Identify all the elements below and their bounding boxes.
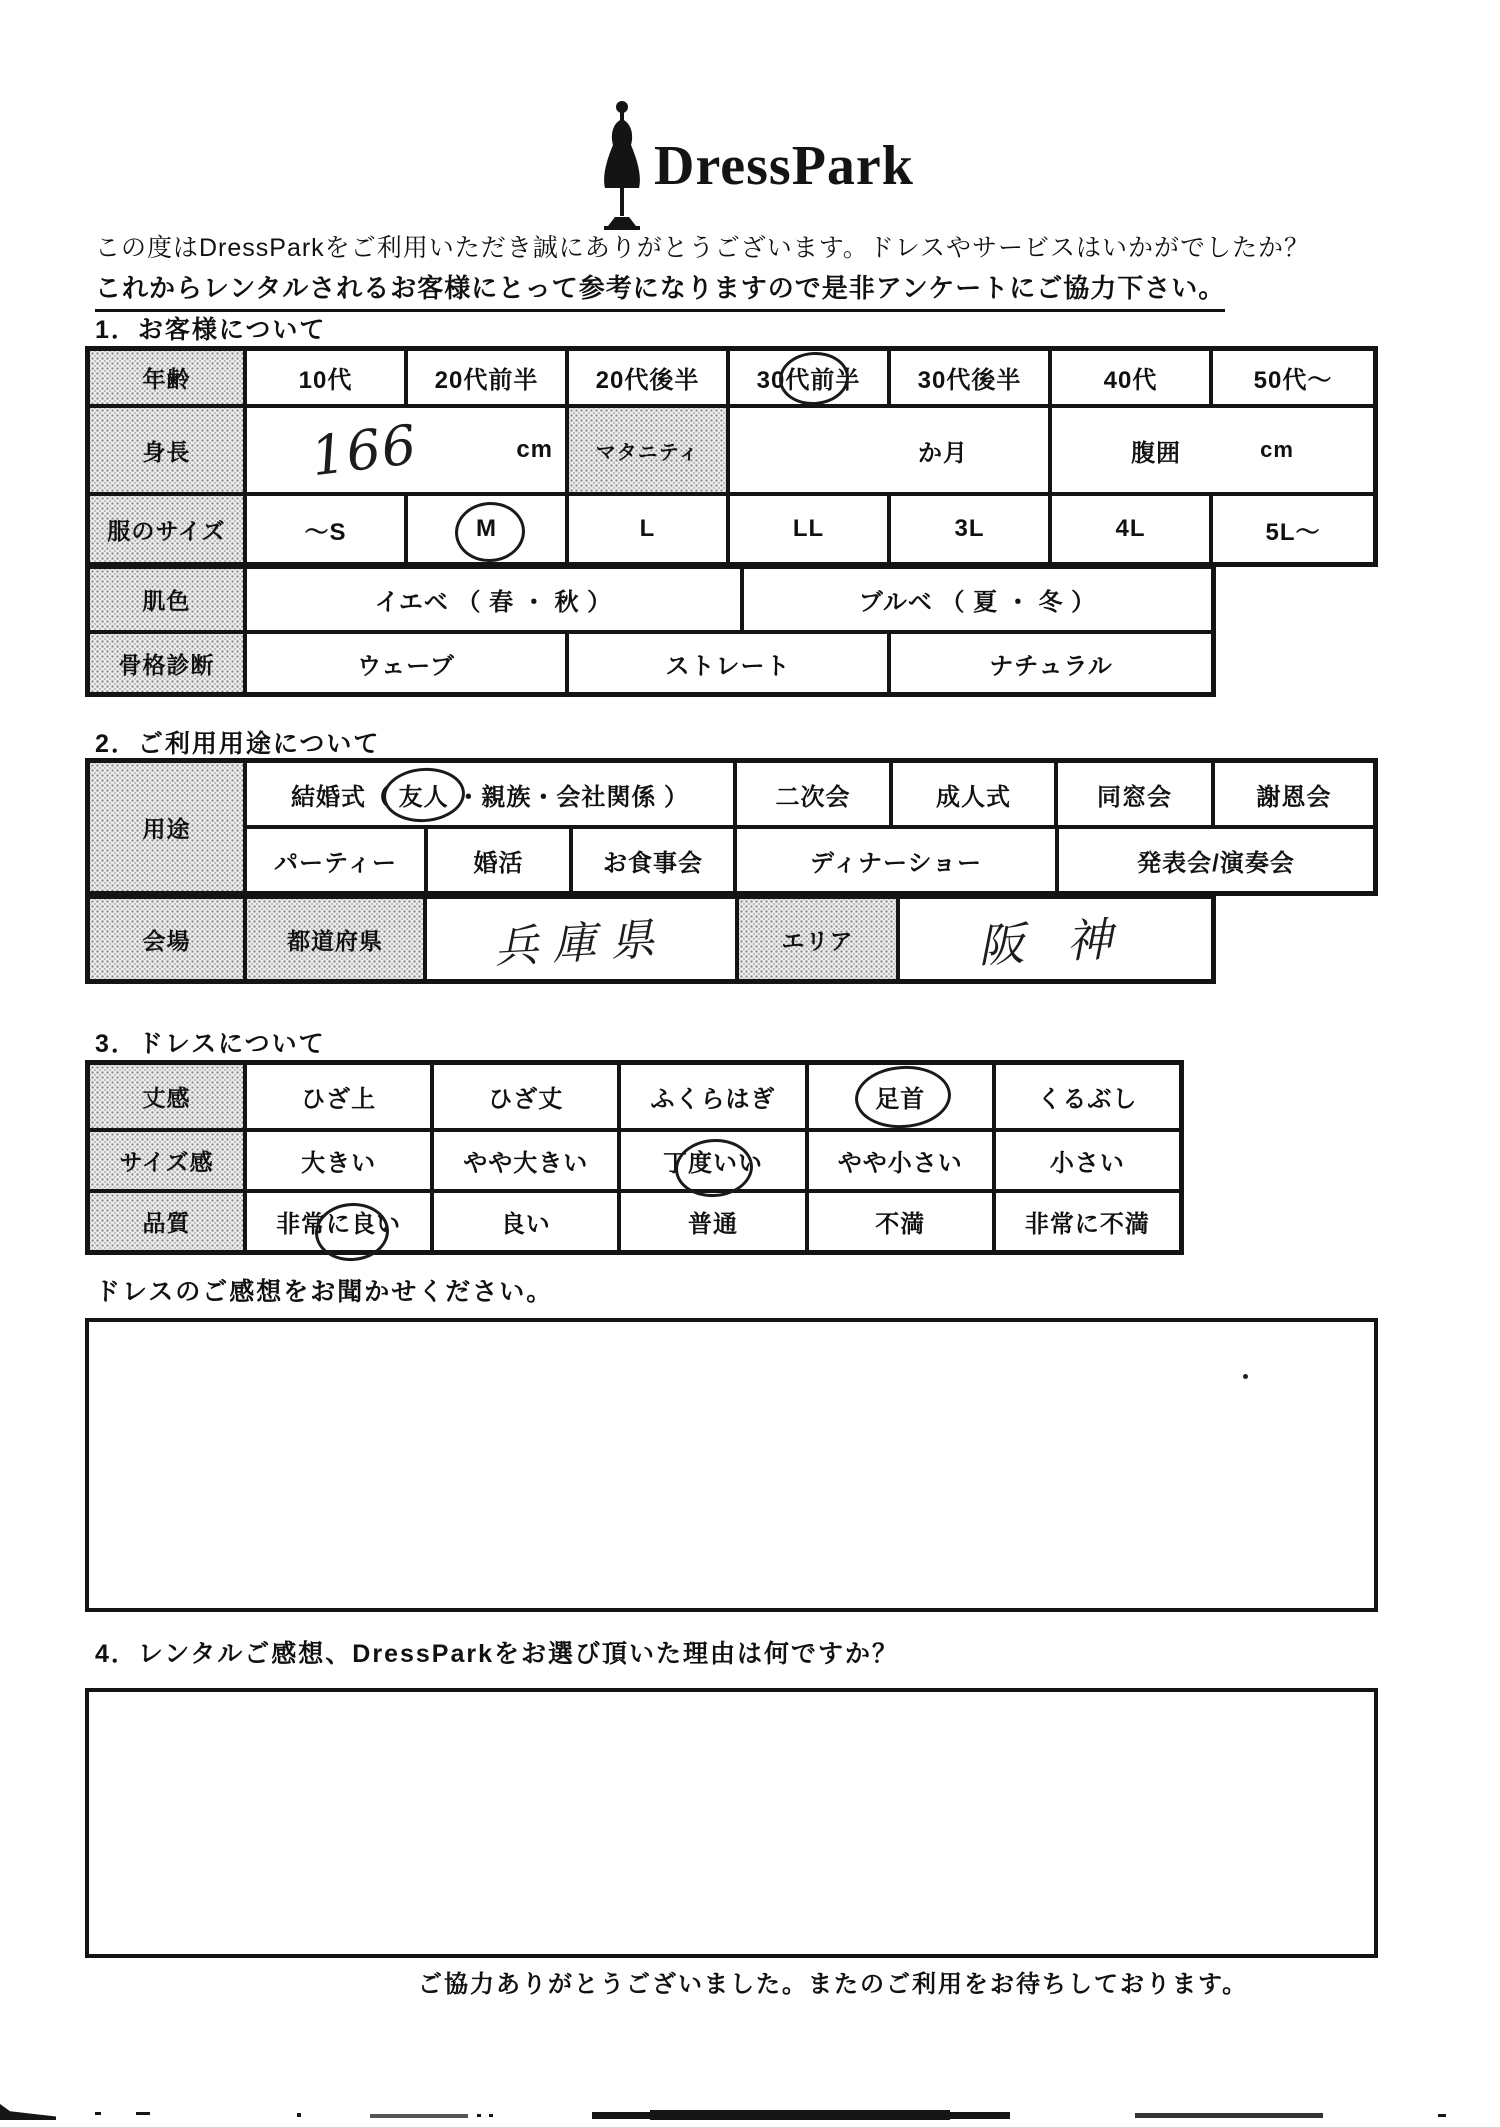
- section4-heading: 4．レンタルご感想、DressParkをお選び頂いた理由は何ですか？: [95, 1640, 899, 1668]
- size-option-m-text: M: [476, 515, 497, 542]
- clothing-size-row: [90, 492, 1373, 562]
- length-row: [90, 1065, 1179, 1128]
- size-option-m[interactable]: [408, 496, 569, 562]
- body-type-option-wave[interactable]: ウェーブ: [247, 634, 569, 692]
- purpose-option-wedding-text: 結婚式（ 友人 ・親族・会社関係 ）: [290, 783, 689, 811]
- size-option-l[interactable]: L: [569, 496, 730, 562]
- usage-table: [85, 758, 1378, 896]
- age-option-20s-early[interactable]: 20代前半: [408, 351, 569, 404]
- length-option-above-knee[interactable]: ひざ上: [247, 1065, 434, 1128]
- height-row: [90, 404, 1373, 492]
- logo-text: DressPark: [654, 135, 914, 197]
- fit-option-just-right[interactable]: [621, 1132, 808, 1189]
- size-option-ll[interactable]: LL: [730, 496, 891, 562]
- body-type-option-natural[interactable]: ナチュラル: [989, 652, 1113, 680]
- section3-heading: 3．ドレスについて: [95, 1030, 326, 1058]
- height-value-cell[interactable]: [247, 408, 569, 492]
- purpose-row-2: [247, 825, 1373, 891]
- intro-text: この度はDressParkをご利用いただき誠にありがとうございます。ドレスやサービスはいかがでしたか？: [95, 234, 1310, 262]
- waist-cell[interactable]: [1052, 408, 1373, 492]
- area-label: エリア: [739, 899, 900, 979]
- length-option-calf[interactable]: ふくらはぎ: [621, 1065, 808, 1128]
- purpose-option-dinner-show[interactable]: ディナーショー: [737, 829, 1059, 891]
- purpose-option-wedding[interactable]: [247, 763, 737, 825]
- scan-artifact: [1135, 2113, 1323, 2118]
- skin-option-yellow-base[interactable]: イエベ （ 春 ・ 秋 ）: [247, 569, 744, 630]
- fit-option-small[interactable]: 小さい: [1049, 1150, 1125, 1177]
- purpose-option-recital[interactable]: 発表会/演奏会: [1137, 849, 1295, 877]
- height-unit: cm: [516, 436, 553, 463]
- dress-form-icon: [598, 100, 646, 232]
- quality-option-very-good[interactable]: [247, 1193, 434, 1250]
- rental-comment-box[interactable]: [85, 1688, 1378, 1958]
- scan-artifact: [1438, 2114, 1446, 2117]
- fit-option-large[interactable]: 大きい: [247, 1132, 434, 1189]
- quality-option-very-unsatisfied[interactable]: 非常に不満: [1024, 1211, 1150, 1238]
- maternity-months-cell[interactable]: [730, 408, 1052, 492]
- fit-label: サイズ感: [90, 1132, 247, 1189]
- clothing-size-label: 服のサイズ: [90, 496, 247, 562]
- prefecture-label: 都道府県: [247, 899, 427, 979]
- age-option-50s-plus[interactable]: 50代～: [1253, 367, 1333, 394]
- section1-heading: 1．お客様について: [95, 316, 327, 344]
- dress-comment-heading: ドレスのご感想をお聞かせください。: [95, 1278, 554, 1306]
- purpose-row-1: [247, 763, 1373, 825]
- skin-tone-label: 肌色: [90, 569, 247, 630]
- quality-option-good[interactable]: 良い: [434, 1193, 621, 1250]
- body-type-label: 骨格診断: [90, 634, 247, 692]
- dress-comment-box[interactable]: [85, 1318, 1378, 1612]
- months-suffix: か月: [918, 439, 968, 467]
- body-type-option-straight[interactable]: ストレート: [569, 634, 891, 692]
- length-option-knee[interactable]: ひざ丈: [434, 1065, 621, 1128]
- height-label: 身長: [90, 408, 247, 492]
- length-label: 丈感: [90, 1065, 247, 1128]
- quality-row: [90, 1189, 1179, 1250]
- scan-artifact: [650, 2110, 950, 2120]
- size-option-3l[interactable]: 3L: [891, 496, 1052, 562]
- skin-tone-row: [90, 569, 1211, 630]
- quality-option-unsatisfied[interactable]: 不満: [809, 1193, 996, 1250]
- scan-artifact: [477, 2114, 481, 2117]
- purpose-label: 用途: [90, 763, 247, 891]
- body-type-row: [90, 630, 1211, 692]
- dress-feedback-table: [85, 1060, 1184, 1255]
- skin-option-blue-base[interactable]: ブルベ （ 夏 ・ 冬 ）: [858, 589, 1097, 616]
- venue-table: [85, 894, 1216, 984]
- length-option-anklebone[interactable]: くるぶし: [1037, 1086, 1138, 1113]
- age-row: [90, 351, 1373, 404]
- scan-artifact: [136, 2112, 150, 2115]
- length-option-ankle[interactable]: [809, 1065, 996, 1128]
- intro-emphasis-text: これからレンタルされるお客様にとって参考になりますので是非アンケートにご協力下さい。: [95, 268, 1225, 312]
- age-option-10s[interactable]: 10代: [247, 351, 408, 404]
- fit-option-slightly-small[interactable]: やや小さい: [809, 1132, 996, 1189]
- size-option-s[interactable]: ～S: [247, 496, 408, 562]
- logo: [598, 100, 914, 232]
- age-option-40s[interactable]: 40代: [1052, 351, 1213, 404]
- waist-unit: cm: [1260, 437, 1294, 462]
- scan-artifact: [370, 2114, 468, 2118]
- age-label: 年齢: [90, 351, 247, 404]
- fit-row: [90, 1128, 1179, 1189]
- area-value-handwritten: 阪神: [976, 909, 1155, 974]
- venue-row: [90, 899, 1211, 979]
- purpose-option-reunion[interactable]: 同窓会: [1058, 763, 1215, 825]
- maternity-label: マタニティ: [569, 408, 730, 492]
- purpose-option-afterparty[interactable]: 二次会: [737, 763, 893, 825]
- purpose-option-dining[interactable]: お食事会: [573, 829, 737, 891]
- size-option-4l[interactable]: 4L: [1052, 496, 1213, 562]
- age-option-30s-early[interactable]: [730, 351, 891, 404]
- age-option-30s-late[interactable]: 30代後半: [891, 351, 1052, 404]
- scan-artifact: [0, 2104, 56, 2120]
- customer-info-table: [85, 346, 1378, 567]
- waist-label: 腹囲: [1131, 439, 1182, 467]
- purpose-option-thanks-party[interactable]: 謝恩会: [1256, 783, 1332, 811]
- ink-dot-artifact: [1243, 1374, 1248, 1379]
- scan-artifact: [489, 2114, 493, 2117]
- size-option-5l-plus[interactable]: 5L～: [1265, 518, 1321, 546]
- height-value-handwritten: 166: [307, 412, 421, 488]
- purpose-option-konkatsu[interactable]: 婚活: [428, 829, 573, 891]
- quality-option-normal[interactable]: 普通: [621, 1193, 808, 1250]
- purpose-option-party[interactable]: パーティー: [247, 829, 428, 891]
- scan-artifact: [297, 2113, 301, 2117]
- length-option-ankle-text: 足首: [875, 1086, 926, 1113]
- fit-option-just-right-text: 丁度いい: [663, 1150, 763, 1177]
- prefecture-value-handwritten: 兵庫県: [493, 913, 670, 974]
- area-value-cell[interactable]: [900, 899, 1211, 979]
- footer-note: ご協力ありがとうございました。またのご利用をお待ちしております。: [418, 1971, 1249, 1998]
- scan-artifact: [95, 2112, 101, 2115]
- quality-option-very-good-text: 非常に良い: [276, 1211, 402, 1238]
- venue-label: 会場: [90, 899, 247, 979]
- prefecture-value-cell[interactable]: [427, 899, 739, 979]
- customer-info-table-lower: [85, 564, 1216, 697]
- fit-option-slightly-large[interactable]: やや大きい: [434, 1132, 621, 1189]
- purpose-option-coming-of-age[interactable]: 成人式: [893, 763, 1058, 825]
- quality-label: 品質: [90, 1193, 247, 1250]
- age-option-30s-early-text: 30代前半: [756, 367, 861, 394]
- age-option-20s-late[interactable]: 20代後半: [569, 351, 730, 404]
- section2-heading: 2．ご利用用途について: [95, 730, 381, 758]
